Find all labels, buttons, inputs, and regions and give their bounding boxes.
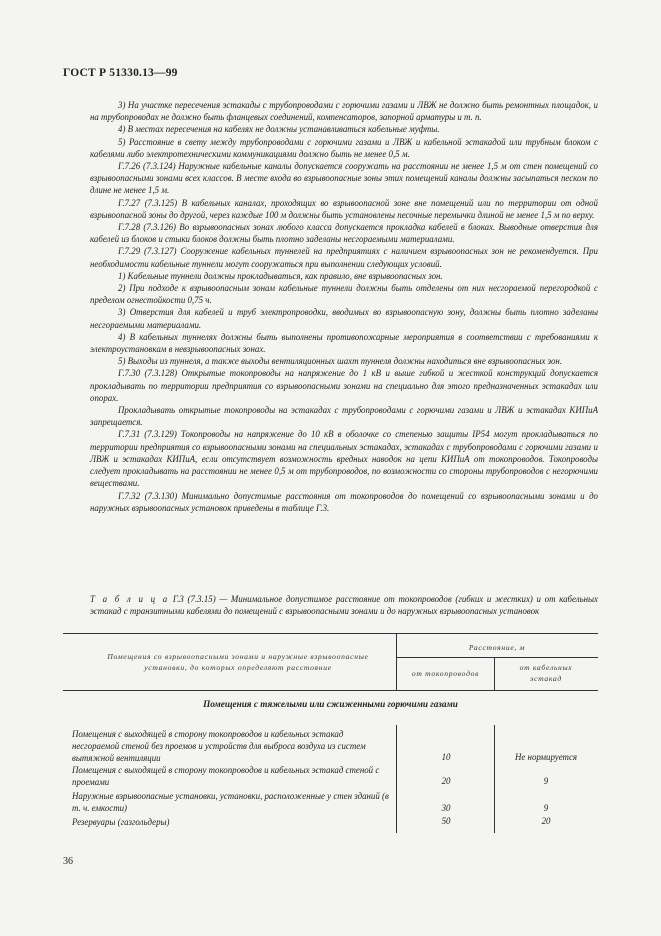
table-row-label: Наружные взрывоопасные установки, установки, расположенные у стен зданий (в т. ч. емкости) — [72, 791, 389, 814]
paragraph: 5) Выходы из туннеля, а также выходы вентиляционных шахт туннеля должны находиться вне взрывоопасных зон. — [118, 356, 563, 367]
paragraph: Г.7.29 (7.3.127) Сооружение кабельных туннелей на предприятиях с наличием взрывоопасных зон не рекомендуется. При необходимости кабельные туннели могут сооружаться при выполнении следующих условий. — [90, 246, 598, 269]
paragraph: 5) Расстояние в свету между трубопроводами с горючими газами и ЛВЖ и кабельной эстакадой или трубным блоком с кабелями либо электротехническими коммуникациями должно быть не менее 0,5 м. — [90, 136, 598, 159]
paragraph: Г.7.32 (7.3.130) Минимально допустимые расстояния от токопроводов до помещений со взрывоопасными зонами и до наружных взрывоопасных установок приведены в таблице Г.3. — [90, 490, 598, 513]
distance-table — [63, 633, 598, 833]
table-caption-prefix: Т а б л и ц а — [90, 594, 170, 604]
table-vertical-rule — [494, 657, 495, 690]
paragraph: 4) В кабельных туннелях должны быть выполнены противопожарные мероприятия в соответствии с требованиями к электроустановкам в невзрывоопасных зонах. — [90, 331, 598, 355]
paragraph: Г.7.28 (7.3.126) Во взрывоопасных зонах любого класса допускается прокладка кабелей в блоках. Выводные отверстия для кабелей из блоков и стыки блоков должны быть плотно заделаны несгораемыми материалами. — [90, 222, 598, 245]
paragraph: Прокладывать открытые токопроводы на эстакадах с трубопроводами с горючими газами и ЛВЖ и эстакадах КИПиА запрещается. — [90, 405, 598, 428]
paragraph: Г.7.27 (7.3.125) В кабельных каналах, проходящих во взрывоопасной зоне вне помещений или по территории от одной взрывоопасной зоны до другой, через каждые 100 м должны быть установлены песочные перемычки длиной не менее 1,5 м по верху. — [90, 197, 598, 220]
table-caption — [90, 593, 598, 617]
table-cell: 9 — [543, 803, 549, 813]
body-text — [90, 99, 598, 514]
table-header-col2: от кабельных эстакад — [519, 663, 573, 683]
table-cell: 10 — [441, 752, 451, 762]
paragraph: 2) При подходе к взрывоопасным зонам кабельные туннели должны быть отделены от них несгораемой перегородкой с пределом огнестойкости 0,75 ч. — [90, 283, 598, 306]
table-subheader-rule — [396, 657, 598, 658]
table-header-distance: Расстояние, м — [468, 643, 526, 652]
table-top-rule — [63, 633, 598, 634]
table-row-label: Резервуары (газгольдеры) — [72, 817, 170, 827]
paragraph: Г.7.31 (7.3.129) Токопроводы на напряжение до 10 кВ в оболочке со степенью защиты IP54 могут прокладываться по территории предприятия со взрывоопасными зонами на специальных эстакадах, эстакадах с трубопроводами с горючими газами и ЛВЖ и эстакадах КИПиА, если отсутствует возможность вредных наводок на цепи КИПиА от токопроводов. Токопроводы следует прокладывать на расстоянии не менее 0,5 м от трубопроводов, по возможности со стороны трубопроводов с негорючими веществами. — [90, 429, 598, 489]
paragraph: 3) Отверстия для кабелей и труб электропроводки, вводимых во взрывоопасную зону, должны быть плотно заделаны несгораемыми материалами. — [90, 307, 598, 330]
paragraph: 4) В местах пересечения на кабелях не должны устанавливаться кабельные муфты. — [118, 124, 440, 135]
paragraph: 3) На участке пересечения эстакады с трубопроводами с горючими газами и ЛВЖ не должно быть ремонтных площадок, и на трубопроводах не должно быть фланцевых соединений, компенсаторов, запорной арматуры и т. п. — [90, 100, 598, 123]
paragraph: Г.7.30 (7.3.128) Открытые токопроводы на напряжение до 1 кВ и выше гибкой и жесткой конструкций допускается прокладывать по территории предприятия со взрывоопасными зонами на специально для этого предназначенных эстакадах или опорах. — [90, 368, 598, 403]
table-cell: 30 — [441, 803, 451, 813]
table-row-label: Помещения с выходящей в сторону токопроводов и кабельных эстакад стеной с проемами — [72, 765, 380, 788]
paragraph: 1) Кабельные туннели должны прокладываться, как правило, вне взрывоопасных зон. — [118, 270, 443, 281]
table-header-rule — [63, 690, 598, 691]
table-cell: Не нормируется — [514, 752, 578, 762]
table-caption-text: Г.3 (7.3.15) — Минимальное допустимое расстояние от токопроводов (гибких и жестких) и от кабельных эстакад с транзитными кабелями до помещений с взрывоопасными зонами и до наружных взрывоопасных установок — [90, 594, 598, 617]
table-cell: 20 — [441, 776, 451, 786]
paragraph: Г.7.26 (7.3.124) Наружные кабельные каналы допускается сооружать на расстоянии не менее 1,5 м от стен помещений со взрывоопасными зонами всех классов. В месте входа во взрывоопасные зоны этих помещений каналы должны засыпаться песком по длине не менее 1,5 м. — [90, 161, 598, 196]
table-row-label: Помещения с выходящей в сторону токопроводов и кабельных эстакад несгораемой стеной без проемов и устройств для выброса воздуха из систем вытяжной вентиляции — [72, 729, 366, 764]
page-number: 36 — [63, 856, 73, 867]
table-cell: 50 — [441, 816, 451, 826]
table-header-left: Помещения со взрывоопасными зонами и наружные взрывоопасные установки, до которых определяют расстояние — [107, 652, 369, 672]
table-section-title: Помещения с тяжелыми или сжиженными горючими газами — [203, 699, 458, 709]
document-header: ГОСТ Р 51330.13—99 — [63, 67, 178, 79]
table-cell: 9 — [543, 776, 549, 786]
table-header-col1: от токопроводов — [411, 669, 480, 678]
table-cell: 20 — [541, 816, 551, 826]
